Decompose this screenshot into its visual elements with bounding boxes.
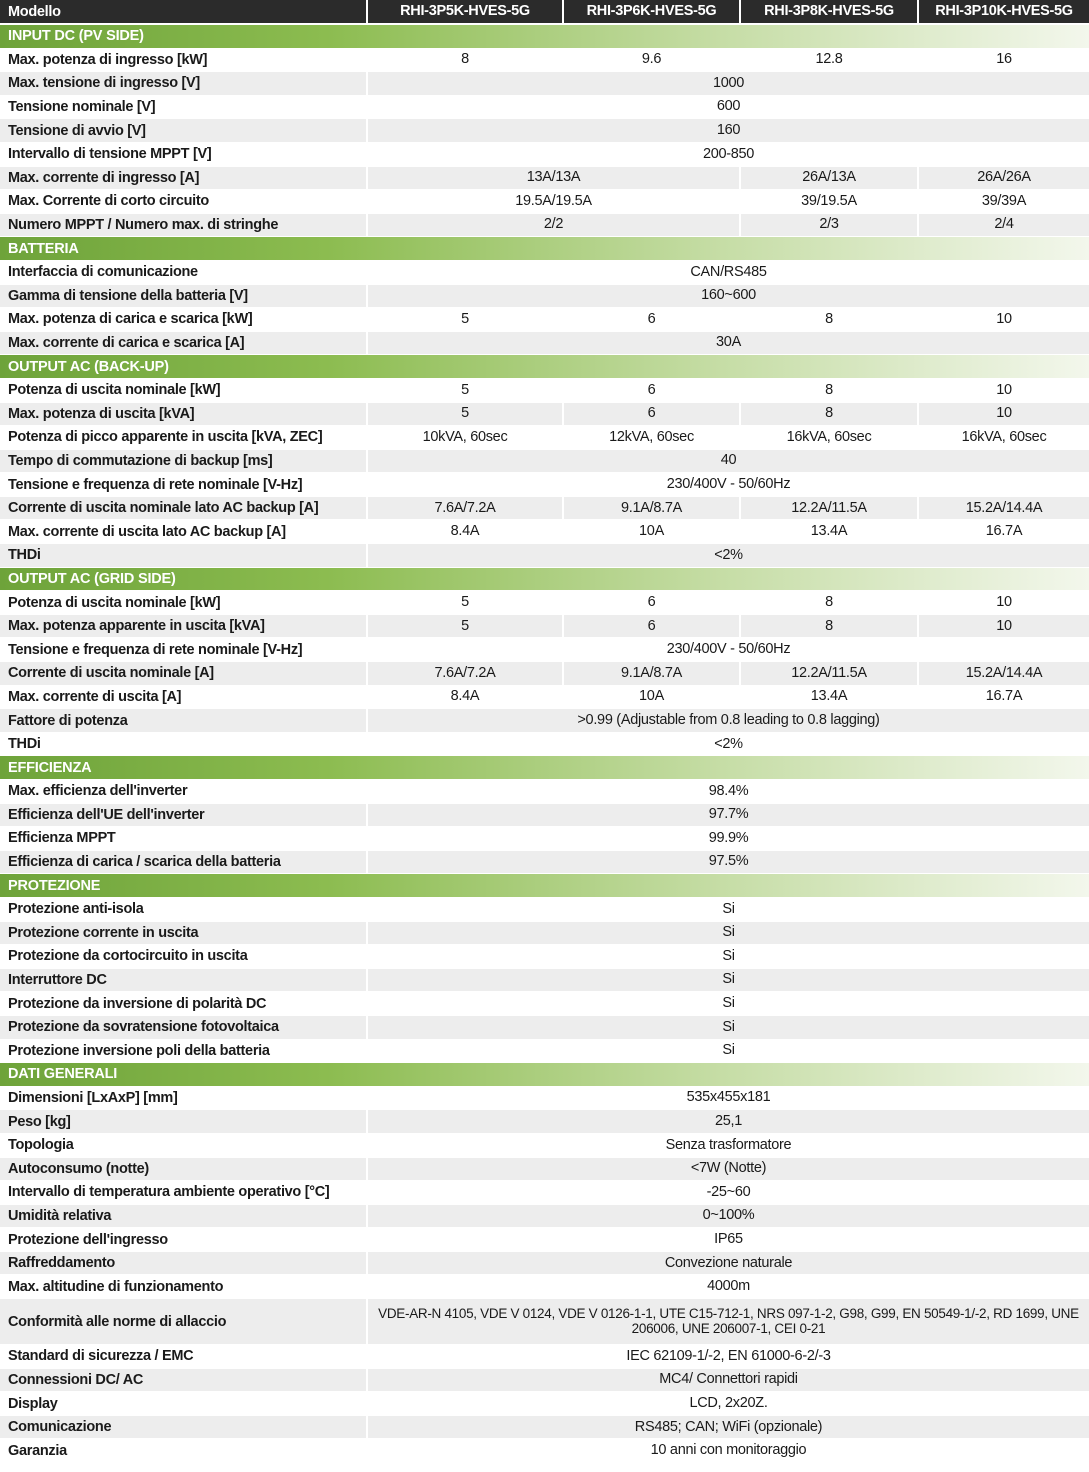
row-label: Connessioni DC/ AC [8,1371,144,1388]
table-row [0,709,1089,733]
row-values [366,898,1089,921]
table-row [0,473,1089,497]
row-values [366,1275,1089,1298]
table-row [0,1016,1089,1040]
row-values [366,72,1089,95]
table-row [0,1416,1089,1440]
value-cell: 12.8 [739,49,917,72]
row-values [366,851,1089,874]
row-values [366,1416,1089,1439]
row-label: THDi [8,736,41,753]
table-row [0,898,1089,922]
row-values [366,615,1089,638]
row-label: Max. altitudine di funzionamento [8,1278,224,1295]
value-cell: 10 [917,615,1089,638]
value-cell: <2% [366,733,1089,756]
table-header [0,0,1089,25]
row-label: Protezione da sovratensione fotovoltaica [8,1019,279,1036]
value-cell: LCD, 2x20Z. [366,1392,1089,1415]
row-values [366,992,1089,1015]
row-values [366,969,1089,992]
value-cell: 40 [366,450,1089,473]
row-label: Protezione da inversione di polarità DC [8,995,267,1012]
value-cell: 97.7% [366,804,1089,827]
value-cell: 97.5% [366,851,1089,874]
value-cell: 6 [562,403,739,426]
row-values [366,1040,1089,1063]
table-row [0,1345,1089,1369]
row-values [366,1345,1089,1368]
value-cell: <7W (Notte) [366,1158,1089,1181]
row-values [366,1110,1089,1133]
value-cell: Senza trasformatore [366,1134,1089,1157]
value-cell: 10 [917,308,1089,331]
row-values [366,662,1089,685]
row-label: Tensione di avvio [V] [8,122,146,139]
value-cell: RS485; CAN; WiFi (opzionale) [366,1416,1089,1439]
value-cell: 230/400V - 50/60Hz [366,638,1089,661]
value-cell: 13.4A [739,686,917,709]
value-cell: 9.6 [562,49,739,72]
row-values [366,1158,1089,1181]
row-label: Protezione inversione poli della batteria [8,1042,270,1059]
row-values [366,945,1089,968]
value-cell: 6 [562,308,739,331]
value-cell: 26A/26A [917,167,1089,190]
table-row [0,497,1089,521]
value-cell: 10 [917,403,1089,426]
value-cell: 8 [739,379,917,402]
value-cell: -25~60 [366,1181,1089,1204]
row-label: Topologia [8,1137,74,1154]
value-cell: 25,1 [366,1110,1089,1133]
table-row [0,544,1089,568]
table-row [0,450,1089,474]
row-label: Garanzia [8,1442,67,1459]
row-label: Max. corrente di carica e scarica [A] [8,335,245,352]
value-cell: 0~100% [366,1205,1089,1228]
row-values [366,733,1089,756]
value-cell: 535x455x181 [366,1087,1089,1110]
row-values [366,1252,1089,1275]
value-cell: Si [366,922,1089,945]
row-label: Max. corrente di uscita [A] [8,688,182,705]
table-row [0,1087,1089,1111]
row-values [366,1439,1089,1462]
value-cell: 10 [917,591,1089,614]
row-values [366,497,1089,520]
row-values [366,96,1089,119]
table-row [0,922,1089,946]
row-label: Max. corrente di ingresso [A] [8,169,200,186]
value-cell: 99.9% [366,827,1089,850]
section-header: BATTERIA [0,237,1089,261]
row-values [366,473,1089,496]
row-values [366,638,1089,661]
value-cell: IEC 62109-1/-2, EN 61000-6-2/-3 [366,1345,1089,1368]
table-row [0,308,1089,332]
table-row [0,119,1089,143]
row-label: Intervallo di tensione MPPT [V] [8,146,212,163]
row-label: Max. corrente di uscita lato AC backup [A] [8,523,286,540]
value-cell: 8 [739,308,917,331]
row-values [366,1134,1089,1157]
row-values [366,143,1089,166]
section-header: DATI GENERALI [0,1063,1089,1087]
row-label: Corrente di uscita nominale [A] [8,665,214,682]
row-label: Gamma di tensione della batteria [V] [8,287,248,304]
value-cell: 12kVA, 60sec [562,426,739,449]
value-cell: 8 [366,49,562,72]
model-name: RHI-3P8K-HVES-5G [739,0,917,23]
value-cell: <2% [366,544,1089,567]
table-row [0,1299,1089,1345]
value-cell: 230/400V - 50/60Hz [366,473,1089,496]
table-row [0,285,1089,309]
model-name: RHI-3P5K-HVES-5G [366,0,562,23]
row-label: Max. potenza di ingresso [kW] [8,51,208,68]
row-label: Max. potenza di uscita [kVA] [8,405,195,422]
value-cell: 10 [917,379,1089,402]
table-row [0,143,1089,167]
row-label: Potenza di uscita nominale [kW] [8,594,221,611]
table-row [0,190,1089,214]
row-label: Standard di sicurezza / EMC [8,1348,194,1365]
value-cell: 10A [562,686,739,709]
table-row [0,662,1089,686]
table-row [0,1040,1089,1064]
table-row [0,1439,1089,1463]
row-label: Efficienza dell'UE dell'inverter [8,806,205,823]
row-values [366,1181,1089,1204]
value-cell: 10 anni con monitoraggio [366,1439,1089,1462]
table-row [0,638,1089,662]
table-row [0,1252,1089,1276]
row-label: Max. Corrente di corto circuito [8,193,209,210]
table-row [0,379,1089,403]
table-row [0,1181,1089,1205]
value-cell: 12.2A/11.5A [739,497,917,520]
row-label: Conformità alle norme di allaccio [8,1313,227,1330]
table-row [0,49,1089,73]
value-cell: >0.99 (Adjustable from 0.8 leading to 0.8 lagging) [366,709,1089,732]
value-cell: 16.7A [917,686,1089,709]
table-row [0,96,1089,120]
row-values [366,804,1089,827]
model-name: RHI-3P6K-HVES-5G [562,0,739,23]
value-cell: 2/4 [917,214,1089,237]
row-label: Efficienza MPPT [8,830,116,847]
row-values [366,520,1089,543]
row-values [366,450,1089,473]
row-values [366,1392,1089,1415]
value-cell: 8 [739,615,917,638]
row-label: Potenza di picco apparente in uscita [kVA, ZEC] [8,429,323,446]
value-cell: 200-850 [366,143,1089,166]
table-row [0,827,1089,851]
value-cell: 10A [562,520,739,543]
value-cell: 98.4% [366,780,1089,803]
table-row [0,403,1089,427]
value-cell: 600 [366,96,1089,119]
value-cell: 12.2A/11.5A [739,662,917,685]
row-label: Protezione anti-isola [8,901,144,918]
value-cell: 16kVA, 60sec [917,426,1089,449]
value-cell: 160 [366,119,1089,142]
section-header: OUTPUT AC (GRID SIDE) [0,568,1089,592]
row-values [366,922,1089,945]
row-values [366,1205,1089,1228]
row-label: Tensione nominale [V] [8,99,156,116]
row-values [366,780,1089,803]
table-row [0,1275,1089,1299]
section-header: PROTEZIONE [0,874,1089,898]
row-values [366,1369,1089,1392]
header-label: Modello [8,3,61,20]
value-cell: 5 [366,591,562,614]
row-values [366,308,1089,331]
section-header: EFFICIENZA [0,756,1089,780]
value-cell: 5 [366,379,562,402]
row-values [366,544,1089,567]
row-label: Intervallo di temperatura ambiente operativo [°C] [8,1184,330,1201]
value-cell: 10kVA, 60sec [366,426,562,449]
table-row [0,167,1089,191]
value-cell: 8.4A [366,520,562,543]
value-cell: 5 [366,403,562,426]
row-label: Autoconsumo (notte) [8,1160,149,1177]
row-label: Peso [kg] [8,1113,71,1130]
value-cell: 5 [366,615,562,638]
row-label: Protezione dell'ingresso [8,1231,168,1248]
value-cell: 1000 [366,72,1089,95]
value-cell: 30A [366,332,1089,355]
table-row [0,969,1089,993]
row-values [366,1016,1089,1039]
row-label: Efficienza di carica / scarica della batteria [8,854,281,871]
value-cell: MC4/ Connettori rapidi [366,1369,1089,1392]
value-cell: 9.1A/8.7A [562,662,739,685]
value-cell: 26A/13A [739,167,917,190]
value-cell: 39/19.5A [739,190,917,213]
value-cell: 160~600 [366,285,1089,308]
row-label: Display [8,1395,58,1412]
table-row [0,804,1089,828]
table-row [0,214,1089,238]
row-label: Max. potenza apparente in uscita [kVA] [8,618,265,635]
row-label: Tempo di commutazione di backup [ms] [8,452,273,469]
row-label: Tensione e frequenza di rete nominale [V-Hz] [8,641,303,658]
row-values [366,686,1089,709]
value-cell: 4000m [366,1275,1089,1298]
value-cell: 15.2A/14.4A [917,662,1089,685]
row-values [366,49,1089,72]
row-label: Max. potenza di carica e scarica [kW] [8,311,253,328]
value-cell: Si [366,945,1089,968]
table-row [0,615,1089,639]
row-values [366,426,1089,449]
row-values [366,214,1089,237]
value-cell: 6 [562,379,739,402]
row-label: Corrente di uscita nominale lato AC backup [A] [8,500,319,517]
value-cell: Si [366,898,1089,921]
table-row [0,1205,1089,1229]
row-values [366,379,1089,402]
row-label: Dimensioni [LxAxP] [mm] [8,1090,178,1107]
section-header: INPUT DC (PV SIDE) [0,25,1089,49]
row-label: Raffreddamento [8,1255,115,1272]
table-row [0,1369,1089,1393]
table-row [0,1392,1089,1416]
row-label: Protezione corrente in uscita [8,924,199,941]
value-cell: 2/2 [366,214,739,237]
row-label: Comunicazione [8,1419,112,1436]
value-cell: IP65 [366,1228,1089,1251]
table-row [0,332,1089,356]
row-label: Protezione da cortocircuito in uscita [8,948,248,965]
value-cell: Si [366,992,1089,1015]
row-label: Max. efficienza dell'inverter [8,783,188,800]
row-label: Interruttore DC [8,972,107,989]
row-label: Potenza di uscita nominale [kW] [8,382,221,399]
table-row [0,591,1089,615]
row-label: Fattore di potenza [8,712,128,729]
row-values [366,167,1089,190]
value-cell: 7.6A/7.2A [366,497,562,520]
value-cell: CAN/RS485 [366,261,1089,284]
table-body [0,25,1089,1463]
value-cell: Si [366,969,1089,992]
table-row [0,1158,1089,1182]
value-cell: 8 [739,403,917,426]
table-row [0,1110,1089,1134]
row-label: THDi [8,547,41,564]
table-row [0,780,1089,804]
row-values [366,119,1089,142]
value-cell: Convezione naturale [366,1252,1089,1275]
row-label: Tensione e frequenza di rete nominale [V-Hz] [8,476,303,493]
value-cell: 13.4A [739,520,917,543]
section-header: OUTPUT AC (BACK-UP) [0,355,1089,379]
row-values [366,827,1089,850]
value-cell: 8 [739,591,917,614]
table-row [0,426,1089,450]
table-row [0,1134,1089,1158]
row-label: Interfaccia di comunicazione [8,264,198,281]
header-models [366,0,1089,23]
row-values [366,261,1089,284]
row-values [366,403,1089,426]
row-values [366,709,1089,732]
value-cell: 9.1A/8.7A [562,497,739,520]
table-row [0,261,1089,285]
table-row [0,733,1089,757]
value-cell: 19.5A/19.5A [366,190,739,213]
value-cell: 2/3 [739,214,917,237]
value-cell: Si [366,1016,1089,1039]
value-cell: 6 [562,615,739,638]
row-values [366,332,1089,355]
table-row [0,1228,1089,1252]
table-row [0,851,1089,875]
value-cell: 8.4A [366,686,562,709]
table-row [0,686,1089,710]
value-cell: 5 [366,308,562,331]
row-values [366,285,1089,308]
value-cell: 7.6A/7.2A [366,662,562,685]
value-cell: 16 [917,49,1089,72]
table-row [0,945,1089,969]
value-cell: VDE-AR-N 4105, VDE V 0124, VDE V 0126-1-1, UTE C15-712-1, NRS 097-1-2, G98, G99, EN 50549-1/-2, RD 1699, UNE 206006, UNE 206007-1, CEI 0-21 [366,1299,1089,1344]
row-values [366,591,1089,614]
row-label: Numero MPPT / Numero max. di stringhe [8,217,279,234]
table-row [0,992,1089,1016]
value-cell: 15.2A/14.4A [917,497,1089,520]
row-label: Max. tensione di ingresso [V] [8,75,200,92]
table-row [0,72,1089,96]
value-cell: Si [366,1040,1089,1063]
value-cell: 6 [562,591,739,614]
value-cell: 16kVA, 60sec [739,426,917,449]
value-cell: 13A/13A [366,167,739,190]
value-cell: 39/39A [917,190,1089,213]
row-values [366,190,1089,213]
table-row [0,520,1089,544]
value-cell: 16.7A [917,520,1089,543]
row-values [366,1299,1089,1344]
row-values [366,1087,1089,1110]
model-name: RHI-3P10K-HVES-5G [917,0,1089,23]
row-values [366,1228,1089,1251]
row-label: Umidità relativa [8,1207,112,1224]
